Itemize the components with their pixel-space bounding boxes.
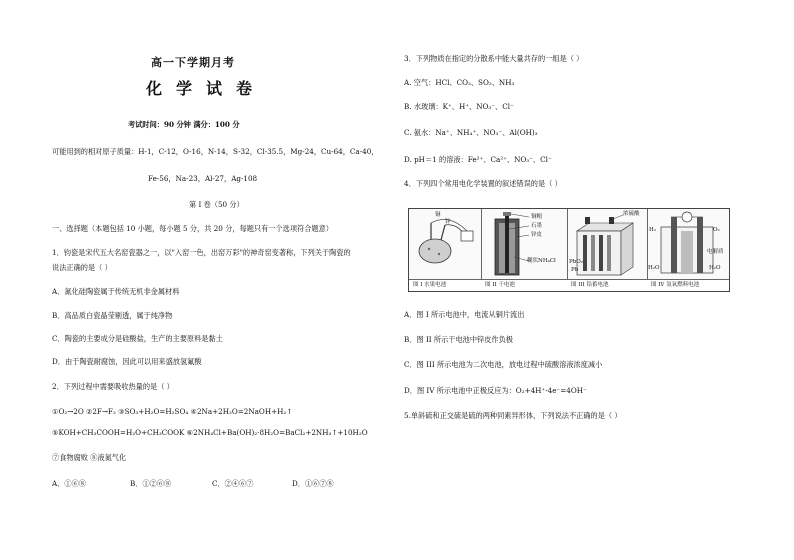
q1-stem-line-1: 1．钧瓷是宋代五大名窑瓷器之一，以"入窑一色，出窑万彩"的神奇窑变著称，下列关于陶瓷的: [52, 248, 351, 257]
lead-acid-drawing: [567, 209, 647, 279]
fig-label-h2: H₂: [649, 227, 657, 233]
q4-option-d: D．图 IV 所示电池中正极反应为：O₂+4H⁺-4e⁻=4OH⁻: [404, 386, 587, 395]
fig-label-h2o-left: H₂O: [648, 265, 660, 271]
q1-option-b: B．高品质白瓷晶莹剔透，属于纯净物: [52, 311, 173, 320]
q1-stem-line-2: 说法正确的是（ ）: [52, 263, 112, 272]
fig-panel-fuel-cell: [647, 209, 729, 291]
q2-row-2: ⑤KOH+CH₃COOH=H₂O+CH₃COOK ⑥2NH₄Cl+Ba(OH)₂·8H₂O=BaCl₂+2NH₃↑+10H₂O: [52, 428, 368, 437]
q4-stem: 4．下列四个常用电化学装置的叙述错误的是（ ）: [404, 179, 562, 188]
fig-label-graphite: 石墨: [531, 223, 543, 229]
q3-option-b: B. 水玻璃：K⁺、H⁺、NO₃⁻、Cl⁻: [404, 102, 514, 111]
fig-label-h2o-right: H₂O: [709, 265, 721, 271]
q2-stem: 2．下列过程中需要吸收热量的是（ ）: [52, 382, 174, 391]
q2-option-a: A．①⑥⑧: [52, 479, 86, 488]
time-score: 考试时间：90 分钟 满分：100 分: [128, 120, 240, 129]
fig-label-zinc: 锌: [445, 219, 451, 225]
fig-label-nh4cl-paste: 糊状NH₄Cl: [527, 258, 556, 264]
fig-label-pb: Pb: [571, 267, 579, 273]
q1-option-d: D．由于陶瓷耐腐蚀，因此可以用来盛放氢氟酸: [52, 357, 202, 366]
q2-option-b: B．①②⑥⑧: [130, 479, 172, 488]
section1-heading: 一、选择题（本题包括 10 小题，每小题 5 分，共 20 分，每题只有一个选项符合题意）: [52, 224, 333, 233]
q3-option-c: C. 氨水：Na⁺、NH₄⁺、NO₃⁻、Al(OH)₃: [404, 128, 538, 137]
fig-label-copper-cap: 铜帽: [531, 214, 543, 220]
atomic-mass-line-1: 可能用到的相对原子质量：H-1，C-12，O-16，N-14，S-32，Cl-35.5，Mg-24，Cu-64，Ca-40，: [52, 147, 379, 156]
q2-row-3: ⑦食物腐败 ⑧液氮气化: [52, 453, 127, 462]
atomic-mass-line-2: Fe-56，Na-23，Al-27，Ag-108: [148, 174, 258, 183]
q2-row-1: ①O₂→2O ②2F→F₂ ③SO₃+H₂O=H₂SO₄ ④2Na+2H₂O=2NaOH+H₂↑: [52, 407, 293, 416]
dry-cell-drawing: [481, 209, 567, 279]
q5-stem: 5.单斜硫和正交硫是硫的两种同素异形体，下列说法不正确的是（ ）: [404, 411, 622, 420]
q4-option-a: A．图 I 所示电池中，电流从铜片流出: [404, 310, 525, 319]
q1-option-a: A．氮化硅陶瓷属于传统无机非金属材料: [52, 287, 180, 296]
exam-title: 高一下学期月考: [151, 56, 235, 69]
q2-option-c: C．②④⑥⑦: [212, 479, 254, 488]
fig-caption-2: 图 II 干电池: [481, 279, 567, 291]
fig-panel-fruit-battery: [409, 209, 482, 291]
q3-option-d: D. pH＝1 的溶液：Fe²⁺、Ca²⁺、NO₃⁻、Cl⁻: [404, 155, 552, 164]
fig-label-conc-h2so4: 浓硫酸: [623, 211, 640, 217]
q4-option-c: C．图 III 所示电池为二次电池，放电过程中硫酸溶液浓度减小: [404, 360, 603, 369]
q1-option-c: C．陶瓷的主要成分是硅酸盐，生产的主要原料是黏土: [52, 334, 223, 343]
q3-option-a: A. 空气：HCl、CO₂、SO₂、NH₃: [404, 78, 515, 87]
fig-label-pbo2: PbO₂: [569, 259, 583, 265]
fig-caption-4: 图 IV 氢氧燃料电池: [647, 279, 729, 291]
fig-panel-lead-acid: [567, 209, 648, 291]
fig-label-electrolyte: 电解质: [707, 249, 724, 255]
fig-label-copper: 铜: [435, 212, 441, 218]
q4-figure: [408, 208, 730, 292]
fig-caption-1: 图 I 水果电池: [409, 279, 481, 291]
part1-heading: 第 I 卷（50 分）: [189, 200, 244, 209]
fig-caption-3: 图 III 铅蓄电池: [567, 279, 647, 291]
fig-panel-dry-cell: [481, 209, 568, 291]
subject-title: 化学试卷: [146, 79, 267, 98]
q2-option-d: D．①⑥⑦⑧: [292, 479, 334, 488]
q3-stem: 3．下列物质在指定的分散系中能大量共存的一组是（ ）: [404, 54, 584, 63]
fig-label-o2: O₂: [713, 227, 720, 233]
q4-option-b: B．图 II 所示干电池中锌皮作负极: [404, 335, 513, 344]
fig-label-zinc-shell: 锌皮: [531, 232, 543, 238]
